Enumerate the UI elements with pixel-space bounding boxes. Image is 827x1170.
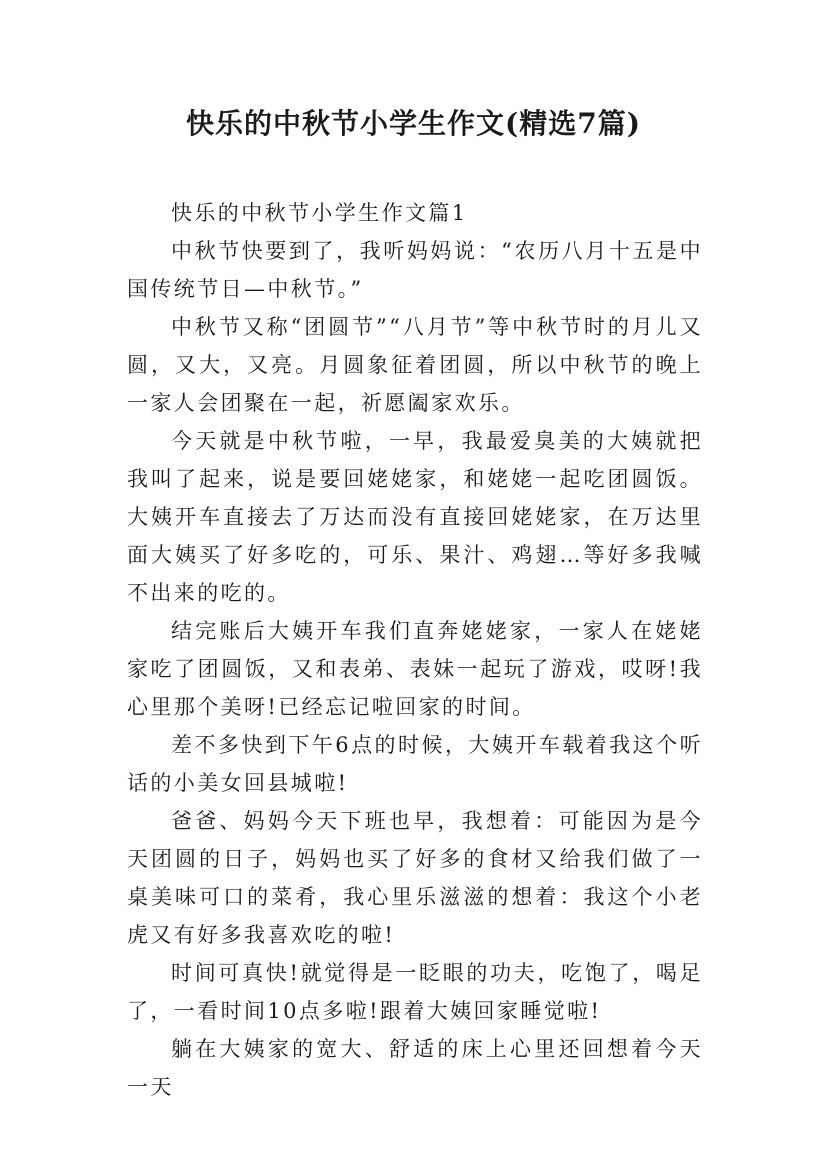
section-heading: 快乐的中秋节小学生作文篇1 [171,201,468,225]
paragraph: 差不多快到下午6点的时候，大姨开车载着我这个听话的小美女回县城啦! [127,733,703,795]
document-title: 快乐的中秋节小学生作文(精选7篇) [186,107,641,140]
document-body [127,194,703,1106]
paragraph: 结完账后大姨开车我们直奔姥姥家，一家人在姥姥家吃了团圆饭，又和表弟、表妹一起玩了游戏，哎呀!我心里那个美呀!已经忘记啦回家的时间。 [127,619,703,719]
paragraph: 中秋节又称“团圆节”“八月节”等中秋节时的月儿又圆，又大，又亮。月圆象征着团圆，所以中秋节的晚上一家人会团聚在一起，祈愿阖家欢乐。 [127,315,703,415]
paragraph: 今天就是中秋节啦，一早，我最爱臭美的大姨就把我叫了起来，说是要回姥姥家，和姥姥一起吃团圆饭。大姨开车直接去了万达而没有直接回姥姥家，在万达里面大姨买了好多吃的，可乐、果汁、鸡翅…等好多我喊不出来的吃的。 [127,429,703,605]
paragraph: 爸爸、妈妈今天下班也早，我想着：可能因为是今天团圆的日子，妈妈也买了好多的食材又给我们做了一桌美味可口的菜肴，我心里乐滋滋的想着：我这个小老虎又有好多我喜欢吃的啦! [127,809,703,947]
paragraph: 中秋节快要到了，我听妈妈说：“农历八月十五是中国传统节日—中秋节。” [127,239,703,301]
paragraph: 躺在大姨家的宽大、舒适的床上心里还回想着今天一天 [127,1037,703,1099]
paragraph: 时间可真快!就觉得是一眨眼的功夫，吃饱了，喝足了，一看时间10点多啦!跟着大姨回家睡觉啦! [127,961,703,1023]
